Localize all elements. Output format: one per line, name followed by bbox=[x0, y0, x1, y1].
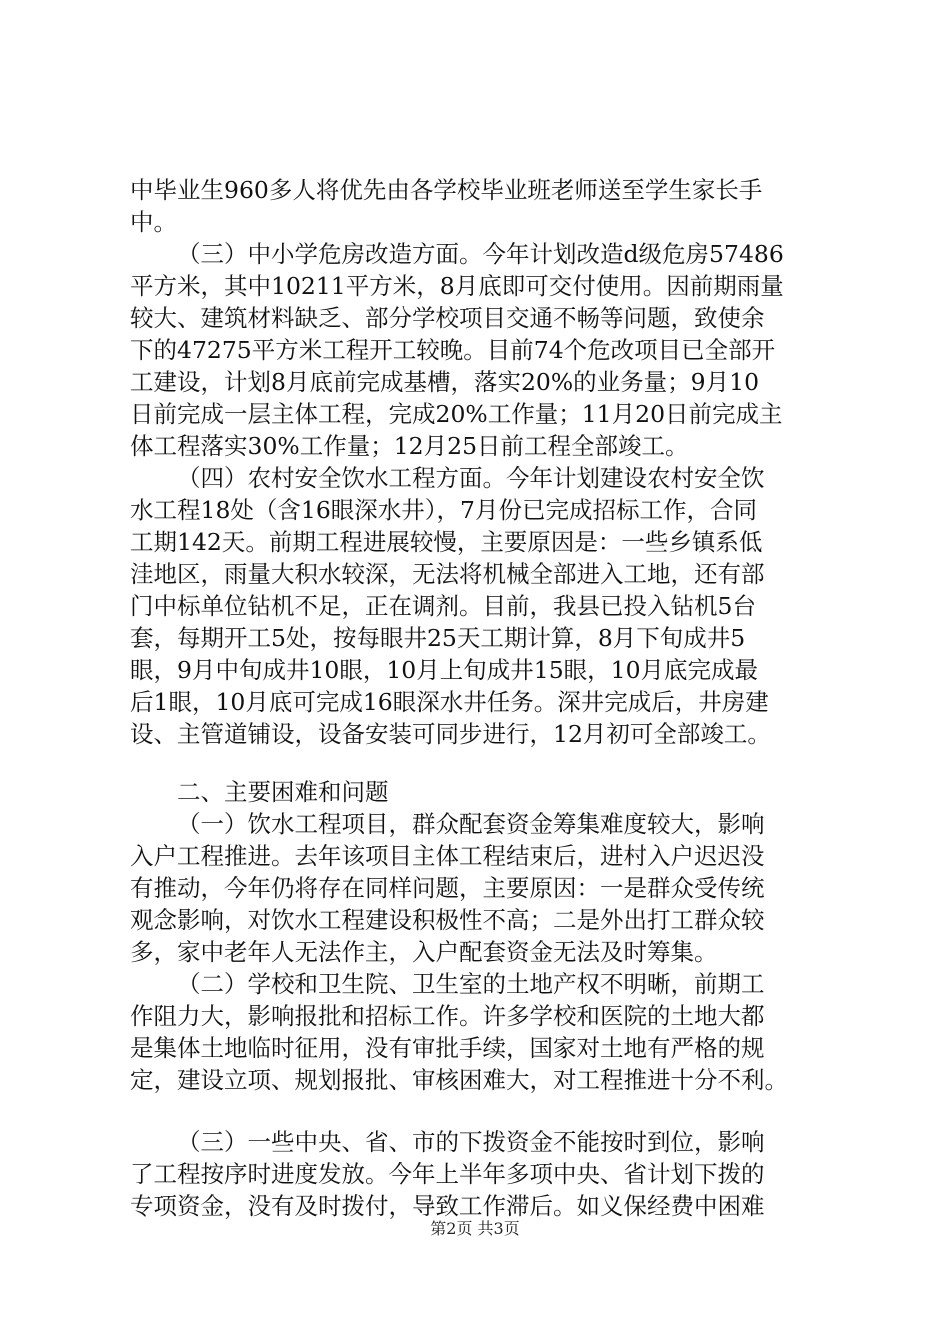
text-line: （四）农村安全饮水工程方面。今年计划建设农村安全饮 bbox=[177, 464, 765, 492]
text-line: 平方米，其中10211平方米，8月底即可交付使用。因前期雨量 bbox=[130, 272, 784, 300]
text-line: 中。 bbox=[130, 208, 177, 236]
text-line: 门中标单位钻机不足，正在调剂。目前，我县已投入钻机5台 bbox=[130, 592, 756, 620]
document-body bbox=[130, 174, 830, 1222]
text-line: 较大、建筑材料缺乏、部分学校项目交通不畅等问题，致使余 bbox=[130, 304, 765, 332]
text-line: 日前完成一层主体工程，完成20%工作量；11月20日前完成主 bbox=[130, 400, 783, 428]
text-line: （一）饮水工程项目，群众配套资金筹集难度较大，影响 bbox=[177, 810, 765, 838]
text-line: 水工程18处（含16眼深水井），7月份已完成招标工作，合同 bbox=[130, 496, 758, 524]
page-footer: 第2页 共3页 bbox=[430, 1219, 520, 1238]
paragraph-gap bbox=[130, 750, 830, 776]
text-line: 后1眼，10月底可完成16眼深水井任务。深井完成后，井房建 bbox=[130, 688, 769, 716]
text-line: 设、主管道铺设，设备安装可同步进行，12月初可全部竣工。 bbox=[130, 720, 771, 748]
text-line: 作阻力大，影响报批和招标工作。许多学校和医院的土地大都 bbox=[130, 1002, 765, 1030]
text-line: 二、主要困难和问题 bbox=[177, 778, 389, 806]
text-line: 有推动，今年仍将存在同样问题，主要原因：一是群众受传统 bbox=[130, 874, 765, 902]
text-line: 工建设，计划8月底前完成基槽，落实20%的业务量；9月10 bbox=[130, 368, 760, 396]
text-line: 专项资金，没有及时拨付，导致工作滞后。如义保经费中困难 bbox=[130, 1192, 765, 1220]
text-line: 中毕业生960多人将优先由各学校毕业班老师送至学生家长手 bbox=[130, 176, 763, 204]
text-line: 多，家中老年人无法作主，入户配套资金无法及时筹集。 bbox=[130, 938, 718, 966]
paragraph bbox=[130, 174, 830, 238]
text-line: 眼，9月中旬成井10眼，10月上旬成井15眼，10月底完成最 bbox=[130, 656, 759, 684]
paragraph bbox=[130, 238, 830, 462]
text-line: 了工程按序时进度发放。今年上半年多项中央、省计划下拨的 bbox=[130, 1160, 765, 1188]
text-line: （三）一些中央、省、市的下拨资金不能按时到位，影响 bbox=[177, 1128, 765, 1156]
text-line: 入户工程推进。去年该项目主体工程结束后，进村入户迟迟没 bbox=[130, 842, 765, 870]
text-line: 定，建设立项、规划报批、审核困难大，对工程推进十分不利。 bbox=[130, 1066, 788, 1094]
text-line: 套，每期开工5处，按每眼井25天工期计算，8月下旬成井5 bbox=[130, 624, 746, 652]
paragraph bbox=[130, 808, 830, 968]
section-heading bbox=[130, 776, 830, 808]
paragraph bbox=[130, 462, 830, 750]
paragraph bbox=[130, 968, 830, 1096]
text-line: 是集体土地临时征用，没有审批手续，国家对土地有严格的规 bbox=[130, 1034, 765, 1062]
text-line: 洼地区，雨量大积水较深，无法将机械全部进入工地，还有部 bbox=[130, 560, 765, 588]
text-line: （三）中小学危房改造方面。今年计划改造d级危房57486 bbox=[177, 240, 784, 268]
text-line: （二）学校和卫生院、卫生室的土地产权不明晰，前期工 bbox=[177, 970, 765, 998]
paragraph-gap bbox=[130, 1096, 830, 1126]
text-line: 工期142天。前期工程进展较慢，主要原因是：一些乡镇系低 bbox=[130, 528, 763, 556]
paragraph bbox=[130, 1126, 830, 1222]
text-line: 观念影响，对饮水工程建设积极性不高；二是外出打工群众较 bbox=[130, 906, 765, 934]
text-line: 体工程落实30%工作量；12月25日前工程全部竣工。 bbox=[130, 432, 689, 460]
text-line: 下的47275平方米工程开工较晚。目前74个危改项目已全部开 bbox=[130, 336, 776, 364]
